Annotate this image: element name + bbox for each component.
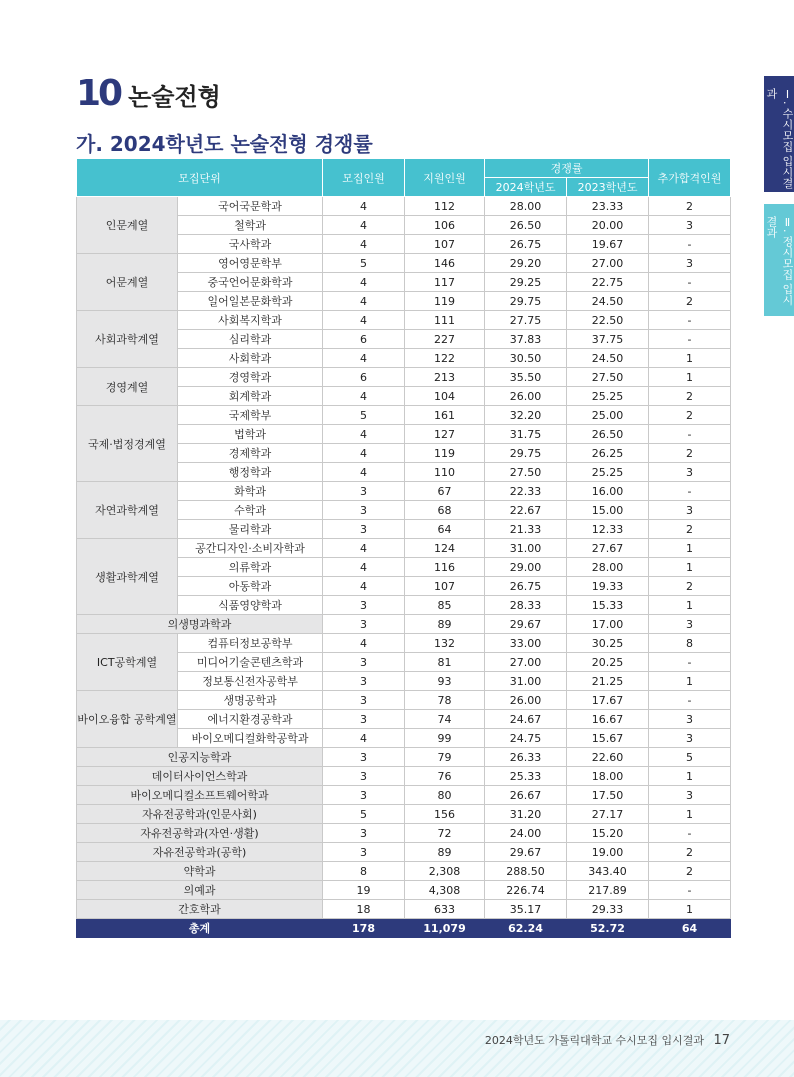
department-name: 국제학부 xyxy=(178,406,323,425)
rate-2023-cell: 17.00 xyxy=(567,615,649,634)
applicants-cell: 74 xyxy=(405,710,485,729)
group-name: 경영계열 xyxy=(77,368,178,406)
applicants-cell: 227 xyxy=(405,330,485,349)
group-name: 어문계열 xyxy=(77,254,178,311)
rate-2024-cell: 29.75 xyxy=(485,444,567,463)
rate-2024-cell: 26.00 xyxy=(485,387,567,406)
header-unit: 모집단위 xyxy=(77,159,323,197)
rate-2024-cell: 27.00 xyxy=(485,653,567,672)
additional-cell: - xyxy=(649,653,731,672)
rate-2023-cell: 18.00 xyxy=(567,767,649,786)
additional-cell: 3 xyxy=(649,615,731,634)
rate-2024-cell: 26.75 xyxy=(485,577,567,596)
additional-cell: 2 xyxy=(649,520,731,539)
applicants-cell: 110 xyxy=(405,463,485,482)
additional-cell: 1 xyxy=(649,767,731,786)
rate-2023-cell: 19.67 xyxy=(567,235,649,254)
additional-cell: 2 xyxy=(649,862,731,881)
header-additional: 추가합격인원 xyxy=(649,159,731,197)
rate-2023-cell: 26.50 xyxy=(567,425,649,444)
department-name: 물리학과 xyxy=(178,520,323,539)
total-row xyxy=(77,919,731,938)
header-quota: 모집인원 xyxy=(323,159,405,197)
applicants-cell: 116 xyxy=(405,558,485,577)
additional-cell: - xyxy=(649,330,731,349)
quota-cell: 3 xyxy=(323,672,405,691)
applicants-cell: 146 xyxy=(405,254,485,273)
additional-cell: 1 xyxy=(649,596,731,615)
applicants-cell: 64 xyxy=(405,520,485,539)
table-row xyxy=(77,406,731,425)
quota-cell: 6 xyxy=(323,330,405,349)
department-name: 법학과 xyxy=(178,425,323,444)
quota-cell: 19 xyxy=(323,881,405,900)
applicants-cell: 119 xyxy=(405,444,485,463)
table-row xyxy=(77,767,731,786)
quota-cell: 3 xyxy=(323,786,405,805)
department-name: 의류학과 xyxy=(178,558,323,577)
table-row xyxy=(77,881,731,900)
rate-2024-cell: 28.33 xyxy=(485,596,567,615)
rate-2024-cell: 32.20 xyxy=(485,406,567,425)
rate-2024-cell: 26.75 xyxy=(485,235,567,254)
quota-cell: 3 xyxy=(323,482,405,501)
unit-name: 데이터사이언스학과 xyxy=(77,767,323,786)
quota-cell: 4 xyxy=(323,292,405,311)
group-name: ICT공학계열 xyxy=(77,634,178,691)
rate-2023-cell: 22.50 xyxy=(567,311,649,330)
table-row xyxy=(77,254,731,273)
quota-cell: 8 xyxy=(323,862,405,881)
footer-title: 2024학년도 가톨릭대학교 수시모집 입시결과 xyxy=(484,1034,704,1047)
department-name: 경제학과 xyxy=(178,444,323,463)
unit-name: 인공지능학과 xyxy=(77,748,323,767)
rate-2024-cell: 26.33 xyxy=(485,748,567,767)
department-name: 일어일본문화학과 xyxy=(178,292,323,311)
applicants-cell: 4,308 xyxy=(405,881,485,900)
unit-name: 의생명과학과 xyxy=(77,615,323,634)
section-header xyxy=(76,73,221,114)
additional-cell: 3 xyxy=(649,216,731,235)
quota-cell: 3 xyxy=(323,691,405,710)
additional-cell: 2 xyxy=(649,387,731,406)
additional-cell: 3 xyxy=(649,501,731,520)
applicants-cell: 99 xyxy=(405,729,485,748)
department-name: 에너지환경공학과 xyxy=(178,710,323,729)
quota-cell: 3 xyxy=(323,824,405,843)
applicants-cell: 67 xyxy=(405,482,485,501)
department-name: 바이오메디컬화학공학과 xyxy=(178,729,323,748)
table-row xyxy=(77,539,731,558)
rate-2024-cell: 22.33 xyxy=(485,482,567,501)
rate-2024-cell: 24.67 xyxy=(485,710,567,729)
applicants-cell: 156 xyxy=(405,805,485,824)
rate-2024-cell: 24.75 xyxy=(485,729,567,748)
rate-2024-cell: 31.75 xyxy=(485,425,567,444)
additional-cell: - xyxy=(649,311,731,330)
quota-cell: 4 xyxy=(323,463,405,482)
applicants-cell: 107 xyxy=(405,235,485,254)
page-number: 17 xyxy=(713,1033,730,1048)
rate-2023-cell: 28.00 xyxy=(567,558,649,577)
quota-cell: 3 xyxy=(323,767,405,786)
department-name: 영어영문학부 xyxy=(178,254,323,273)
rate-2024-cell: 33.00 xyxy=(485,634,567,653)
applicants-cell: 79 xyxy=(405,748,485,767)
table-row xyxy=(77,634,731,653)
table-row xyxy=(77,786,731,805)
rate-2024-cell: 25.33 xyxy=(485,767,567,786)
rate-2023-cell: 17.67 xyxy=(567,691,649,710)
quota-cell: 3 xyxy=(323,653,405,672)
applicants-cell: 633 xyxy=(405,900,485,919)
unit-name: 자유전공학과(공학) xyxy=(77,843,323,862)
rate-2024-cell: 21.33 xyxy=(485,520,567,539)
unit-name: 의예과 xyxy=(77,881,323,900)
group-name: 바이오융합 공학계열 xyxy=(77,691,178,748)
quota-cell: 4 xyxy=(323,387,405,406)
quota-cell: 18 xyxy=(323,900,405,919)
unit-name: 자유전공학과(자연·생활) xyxy=(77,824,323,843)
quota-cell: 4 xyxy=(323,349,405,368)
quota-cell: 5 xyxy=(323,805,405,824)
header-2024: 2024학년도 xyxy=(485,178,567,197)
department-name: 식품영양학과 xyxy=(178,596,323,615)
additional-cell: - xyxy=(649,425,731,444)
department-name: 행정학과 xyxy=(178,463,323,482)
rate-2023-cell: 22.75 xyxy=(567,273,649,292)
rate-2023-cell: 25.00 xyxy=(567,406,649,425)
rate-2024-cell: 29.25 xyxy=(485,273,567,292)
applicants-cell: 213 xyxy=(405,368,485,387)
rate-2024-cell: 26.67 xyxy=(485,786,567,805)
table-row xyxy=(77,843,731,862)
quota-cell: 5 xyxy=(323,254,405,273)
rate-2023-cell: 24.50 xyxy=(567,292,649,311)
rate-2023-cell: 15.00 xyxy=(567,501,649,520)
quota-cell: 4 xyxy=(323,729,405,748)
applicants-cell: 124 xyxy=(405,539,485,558)
department-name: 컴퓨터정보공학부 xyxy=(178,634,323,653)
footer-text xyxy=(485,1032,730,1048)
rate-2023-cell: 24.50 xyxy=(567,349,649,368)
additional-cell: 1 xyxy=(649,368,731,387)
quota-cell: 4 xyxy=(323,577,405,596)
quota-cell: 4 xyxy=(323,558,405,577)
additional-cell: 2 xyxy=(649,292,731,311)
applicants-cell: 161 xyxy=(405,406,485,425)
side-tab-early-admission[interactable]: Ⅰ. 수시모집 입시결과 xyxy=(764,76,794,192)
applicants-cell: 89 xyxy=(405,843,485,862)
total-rate-2023: 52.72 xyxy=(567,919,649,938)
quota-cell: 4 xyxy=(323,197,405,216)
rate-2024-cell: 29.67 xyxy=(485,615,567,634)
applicants-cell: 72 xyxy=(405,824,485,843)
department-name: 화학과 xyxy=(178,482,323,501)
table-row xyxy=(77,197,731,216)
additional-cell: 3 xyxy=(649,786,731,805)
additional-cell: 3 xyxy=(649,710,731,729)
rate-2024-cell: 26.00 xyxy=(485,691,567,710)
quota-cell: 3 xyxy=(323,501,405,520)
quota-cell: 4 xyxy=(323,311,405,330)
applicants-cell: 93 xyxy=(405,672,485,691)
additional-cell: 1 xyxy=(649,558,731,577)
quota-cell: 4 xyxy=(323,444,405,463)
rate-2023-cell: 29.33 xyxy=(567,900,649,919)
rate-2024-cell: 35.50 xyxy=(485,368,567,387)
applicants-cell: 111 xyxy=(405,311,485,330)
table-row xyxy=(77,748,731,767)
rate-2023-cell: 25.25 xyxy=(567,387,649,406)
header-competition: 경쟁률 xyxy=(485,159,649,178)
quota-cell: 3 xyxy=(323,615,405,634)
applicants-cell: 117 xyxy=(405,273,485,292)
rate-2023-cell: 30.25 xyxy=(567,634,649,653)
additional-cell: 3 xyxy=(649,254,731,273)
applicants-cell: 78 xyxy=(405,691,485,710)
table-body xyxy=(77,197,731,938)
rate-2024-cell: 31.20 xyxy=(485,805,567,824)
rate-2024-cell: 31.00 xyxy=(485,672,567,691)
applicants-cell: 119 xyxy=(405,292,485,311)
table-row xyxy=(77,805,731,824)
additional-cell: - xyxy=(649,235,731,254)
quota-cell: 3 xyxy=(323,710,405,729)
table-row xyxy=(77,862,731,881)
footer-band xyxy=(0,1020,794,1077)
rate-2023-cell: 16.00 xyxy=(567,482,649,501)
quota-cell: 3 xyxy=(323,596,405,615)
applicants-cell: 85 xyxy=(405,596,485,615)
header-2023: 2023학년도 xyxy=(567,178,649,197)
rate-2023-cell: 27.00 xyxy=(567,254,649,273)
table-row xyxy=(77,311,731,330)
additional-cell: 5 xyxy=(649,748,731,767)
rate-2023-cell: 26.25 xyxy=(567,444,649,463)
rate-2023-cell: 20.00 xyxy=(567,216,649,235)
rate-2023-cell: 23.33 xyxy=(567,197,649,216)
applicants-cell: 76 xyxy=(405,767,485,786)
department-name: 중국언어문화학과 xyxy=(178,273,323,292)
table-row xyxy=(77,900,731,919)
department-name: 수학과 xyxy=(178,501,323,520)
department-name: 생명공학과 xyxy=(178,691,323,710)
applicants-cell: 106 xyxy=(405,216,485,235)
additional-cell: 2 xyxy=(649,843,731,862)
rate-2023-cell: 15.20 xyxy=(567,824,649,843)
applicants-cell: 104 xyxy=(405,387,485,406)
table-row xyxy=(77,691,731,710)
additional-cell: 2 xyxy=(649,577,731,596)
total-applicants: 11,079 xyxy=(405,919,485,938)
rate-2023-cell: 25.25 xyxy=(567,463,649,482)
rate-2023-cell: 19.00 xyxy=(567,843,649,862)
quota-cell: 4 xyxy=(323,634,405,653)
quota-cell: 5 xyxy=(323,406,405,425)
department-name: 정보통신전자공학부 xyxy=(178,672,323,691)
rate-2023-cell: 15.33 xyxy=(567,596,649,615)
additional-cell: 3 xyxy=(649,463,731,482)
rate-2024-cell: 27.75 xyxy=(485,311,567,330)
department-name: 심리학과 xyxy=(178,330,323,349)
total-rate-2024: 62.24 xyxy=(485,919,567,938)
rate-2024-cell: 31.00 xyxy=(485,539,567,558)
rate-2023-cell: 12.33 xyxy=(567,520,649,539)
department-name: 미디어기술콘텐츠학과 xyxy=(178,653,323,672)
rate-2023-cell: 27.67 xyxy=(567,539,649,558)
department-name: 회계학과 xyxy=(178,387,323,406)
group-name: 자연과학계열 xyxy=(77,482,178,539)
additional-cell: - xyxy=(649,691,731,710)
additional-cell: - xyxy=(649,482,731,501)
rate-2024-cell: 30.50 xyxy=(485,349,567,368)
rate-2024-cell: 29.75 xyxy=(485,292,567,311)
rate-2024-cell: 26.50 xyxy=(485,216,567,235)
rate-2023-cell: 16.67 xyxy=(567,710,649,729)
total-label: 총계 xyxy=(77,919,323,938)
rate-2023-cell: 15.67 xyxy=(567,729,649,748)
quota-cell: 4 xyxy=(323,425,405,444)
section-number: 10 xyxy=(76,73,121,114)
rate-2023-cell: 27.50 xyxy=(567,368,649,387)
applicants-cell: 80 xyxy=(405,786,485,805)
additional-cell: 1 xyxy=(649,900,731,919)
rate-2024-cell: 37.83 xyxy=(485,330,567,349)
rate-2023-cell: 21.25 xyxy=(567,672,649,691)
department-name: 국어국문학과 xyxy=(178,197,323,216)
table-row xyxy=(77,368,731,387)
rate-2024-cell: 24.00 xyxy=(485,824,567,843)
unit-name: 바이오메디컬소프트웨어학과 xyxy=(77,786,323,805)
department-name: 사회복지학과 xyxy=(178,311,323,330)
additional-cell: 2 xyxy=(649,197,731,216)
additional-cell: 1 xyxy=(649,349,731,368)
group-name: 사회과학계열 xyxy=(77,311,178,368)
unit-name: 자유전공학과(인문사회) xyxy=(77,805,323,824)
applicants-cell: 127 xyxy=(405,425,485,444)
rate-2023-cell: 217.89 xyxy=(567,881,649,900)
table-row xyxy=(77,482,731,501)
rate-2024-cell: 29.00 xyxy=(485,558,567,577)
applicants-cell: 68 xyxy=(405,501,485,520)
department-name: 아동학과 xyxy=(178,577,323,596)
rate-2024-cell: 35.17 xyxy=(485,900,567,919)
additional-cell: - xyxy=(649,273,731,292)
additional-cell: 2 xyxy=(649,444,731,463)
additional-cell: 2 xyxy=(649,406,731,425)
department-name: 철학과 xyxy=(178,216,323,235)
unit-name: 간호학과 xyxy=(77,900,323,919)
rate-2024-cell: 288.50 xyxy=(485,862,567,881)
rate-2023-cell: 27.17 xyxy=(567,805,649,824)
rate-2023-cell: 22.60 xyxy=(567,748,649,767)
rate-2024-cell: 29.67 xyxy=(485,843,567,862)
table-subtitle: 가. 2024학년도 논술전형 경쟁률 xyxy=(76,132,373,156)
department-name: 경영학과 xyxy=(178,368,323,387)
side-tab-regular-admission[interactable]: Ⅱ. 정시모집 입시결과 xyxy=(764,204,794,316)
applicants-cell: 132 xyxy=(405,634,485,653)
rate-2023-cell: 20.25 xyxy=(567,653,649,672)
rate-2024-cell: 27.50 xyxy=(485,463,567,482)
rate-2024-cell: 29.20 xyxy=(485,254,567,273)
table-row xyxy=(77,615,731,634)
quota-cell: 4 xyxy=(323,216,405,235)
rate-2023-cell: 19.33 xyxy=(567,577,649,596)
group-name: 인문계열 xyxy=(77,197,178,254)
competition-table xyxy=(76,158,731,938)
quota-cell: 3 xyxy=(323,520,405,539)
department-name: 공간디자인·소비자학과 xyxy=(178,539,323,558)
rate-2023-cell: 343.40 xyxy=(567,862,649,881)
group-name: 생활과학계열 xyxy=(77,539,178,615)
additional-cell: 3 xyxy=(649,729,731,748)
additional-cell: 1 xyxy=(649,539,731,558)
section-title: 논술전형 xyxy=(128,83,221,111)
unit-name: 약학과 xyxy=(77,862,323,881)
quota-cell: 6 xyxy=(323,368,405,387)
rate-2023-cell: 17.50 xyxy=(567,786,649,805)
quota-cell: 4 xyxy=(323,273,405,292)
additional-cell: - xyxy=(649,824,731,843)
applicants-cell: 112 xyxy=(405,197,485,216)
additional-cell: 1 xyxy=(649,805,731,824)
applicants-cell: 89 xyxy=(405,615,485,634)
additional-cell: - xyxy=(649,881,731,900)
rate-2023-cell: 37.75 xyxy=(567,330,649,349)
quota-cell: 4 xyxy=(323,539,405,558)
applicants-cell: 122 xyxy=(405,349,485,368)
rate-2024-cell: 226.74 xyxy=(485,881,567,900)
total-additional: 64 xyxy=(649,919,731,938)
table-row xyxy=(77,824,731,843)
quota-cell: 3 xyxy=(323,843,405,862)
rate-2024-cell: 28.00 xyxy=(485,197,567,216)
additional-cell: 1 xyxy=(649,672,731,691)
header-applicants: 지원인원 xyxy=(405,159,485,197)
department-name: 국사학과 xyxy=(178,235,323,254)
applicants-cell: 107 xyxy=(405,577,485,596)
applicants-cell: 81 xyxy=(405,653,485,672)
rate-2024-cell: 22.67 xyxy=(485,501,567,520)
applicants-cell: 2,308 xyxy=(405,862,485,881)
department-name: 사회학과 xyxy=(178,349,323,368)
total-quota: 178 xyxy=(323,919,405,938)
group-name: 국제·법정경계열 xyxy=(77,406,178,482)
quota-cell: 3 xyxy=(323,748,405,767)
quota-cell: 4 xyxy=(323,235,405,254)
additional-cell: 8 xyxy=(649,634,731,653)
